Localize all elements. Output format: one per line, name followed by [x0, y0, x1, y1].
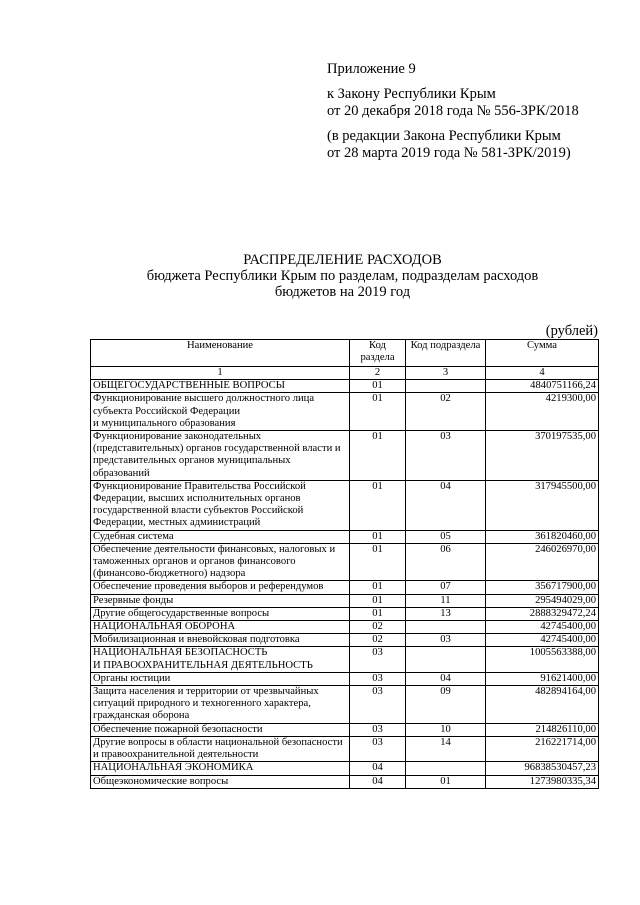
appendix-block	[327, 61, 627, 162]
row-sum: 361820460,00	[486, 530, 599, 543]
row-subsection-code	[406, 621, 486, 634]
appendix-title: Приложение 9	[327, 61, 416, 77]
row-subsection-code	[406, 762, 486, 775]
appendix-law-line-1: к Закону Республики Крым	[327, 86, 496, 102]
row-section-code: 01	[350, 530, 406, 543]
table-row	[91, 686, 599, 724]
row-name: Функционирование высшего должностного лица субъекта Российской Федерации и муниципального образования	[91, 393, 350, 431]
row-section-code: 01	[350, 380, 406, 393]
row-sum: 295494029,00	[486, 594, 599, 607]
table-row	[91, 431, 599, 481]
row-sum: 246026970,00	[486, 543, 599, 581]
table-row	[91, 723, 599, 736]
row-sum: 317945500,00	[486, 480, 599, 530]
appendix-edition-reference	[327, 128, 627, 162]
units-label: (рублей)	[545, 323, 598, 339]
row-name: Резервные фонды	[91, 594, 350, 607]
row-name: Другие общегосударственные вопросы	[91, 607, 350, 620]
table-row	[91, 762, 599, 775]
table-row	[91, 736, 599, 761]
row-subsection-code	[406, 380, 486, 393]
column-number-4: 4	[486, 367, 599, 380]
row-sum: 2888329472,24	[486, 607, 599, 620]
table-row	[91, 621, 599, 634]
row-name: Судебная система	[91, 530, 350, 543]
appendix-law-reference	[327, 86, 627, 120]
row-section-code: 01	[350, 581, 406, 594]
row-subsection-code: 11	[406, 594, 486, 607]
row-sum: 96838530457,23	[486, 762, 599, 775]
row-subsection-code: 01	[406, 775, 486, 788]
table-row	[91, 380, 599, 393]
row-subsection-code: 13	[406, 607, 486, 620]
row-section-code: 02	[350, 634, 406, 647]
row-section-code: 03	[350, 672, 406, 685]
table-column-numbers-row	[91, 367, 599, 380]
row-name: НАЦИОНАЛЬНАЯ БЕЗОПАСНОСТЬ И ПРАВООХРАНИТЕЛЬНАЯ ДЕЯТЕЛЬНОСТЬ	[91, 647, 350, 672]
row-name: Функционирование Правительства Российской Федерации, высших исполнительных органов государственной власти субъектов Российской Федерации, местных администраций	[91, 480, 350, 530]
row-name: НАЦИОНАЛЬНАЯ ОБОРОНА	[91, 621, 350, 634]
row-name: Общеэкономические вопросы	[91, 775, 350, 788]
table-row	[91, 607, 599, 620]
column-number-2: 2	[350, 367, 406, 380]
document-title-line-2: бюджета Республики Крым по разделам, подразделам расходов	[146, 268, 539, 284]
row-subsection-code: 04	[406, 672, 486, 685]
row-section-code: 03	[350, 736, 406, 761]
budget-table	[90, 339, 599, 789]
row-subsection-code: 02	[406, 393, 486, 431]
row-name: Мобилизационная и вневойсковая подготовка	[91, 634, 350, 647]
row-subsection-code: 09	[406, 686, 486, 724]
row-sum: 91621400,00	[486, 672, 599, 685]
table-row	[91, 581, 599, 594]
row-name: ОБЩЕГОСУДАРСТВЕННЫЕ ВОПРОСЫ	[91, 380, 350, 393]
table-row	[91, 543, 599, 581]
header-section-code: Код раздела	[350, 340, 406, 367]
row-subsection-code: 05	[406, 530, 486, 543]
row-sum: 356717900,00	[486, 581, 599, 594]
table-row	[91, 775, 599, 788]
row-subsection-code: 07	[406, 581, 486, 594]
row-sum: 482894164,00	[486, 686, 599, 724]
table-row	[91, 530, 599, 543]
row-section-code: 03	[350, 723, 406, 736]
appendix-law-line-2: от 20 декабря 2018 года № 556-ЗРК/2018	[327, 103, 579, 119]
row-subsection-code: 03	[406, 634, 486, 647]
column-number-3: 3	[406, 367, 486, 380]
document-title-line-3: бюджетов на 2019 год	[274, 284, 411, 300]
row-name: Органы юстиции	[91, 672, 350, 685]
row-subsection-code: 06	[406, 543, 486, 581]
row-section-code: 04	[350, 762, 406, 775]
appendix-edition-line-2: от 28 марта 2019 года № 581-ЗРК/2019)	[327, 145, 571, 161]
column-number-1: 1	[91, 367, 350, 380]
appendix-edition-line-1: (в редакции Закона Республики Крым	[327, 128, 561, 144]
table-row	[91, 672, 599, 685]
row-name: Обеспечение деятельности финансовых, налоговых и таможенных органов и органов финансового (финансово-бюджетного) надзора	[91, 543, 350, 581]
table-row	[91, 634, 599, 647]
row-section-code: 01	[350, 607, 406, 620]
row-name: НАЦИОНАЛЬНАЯ ЭКОНОМИКА	[91, 762, 350, 775]
table-row	[91, 647, 599, 672]
row-sum: 370197535,00	[486, 431, 599, 481]
table-row	[91, 594, 599, 607]
row-section-code: 01	[350, 393, 406, 431]
row-section-code: 03	[350, 647, 406, 672]
table-row	[91, 393, 599, 431]
row-name: Другие вопросы в области национальной безопасности и правоохранительной деятельности	[91, 736, 350, 761]
table-header-row	[91, 340, 599, 367]
header-subsection-code: Код подраздела	[406, 340, 486, 367]
row-sum: 214826110,00	[486, 723, 599, 736]
row-sum: 4840751166,24	[486, 380, 599, 393]
table-row	[91, 480, 599, 530]
row-sum: 42745400,00	[486, 634, 599, 647]
row-section-code: 01	[350, 543, 406, 581]
row-sum: 4219300,00	[486, 393, 599, 431]
row-name: Функционирование законодательных (представительных) органов государственной власти и представительных органов муниципальных образований	[91, 431, 350, 481]
document-title-line-1: РАСПРЕДЕЛЕНИЕ РАСХОДОВ	[243, 252, 442, 268]
row-section-code: 01	[350, 431, 406, 481]
row-section-code: 02	[350, 621, 406, 634]
row-subsection-code: 03	[406, 431, 486, 481]
header-sum: Сумма	[486, 340, 599, 367]
header-name: Наименование	[91, 340, 350, 367]
row-sum: 42745400,00	[486, 621, 599, 634]
row-section-code: 04	[350, 775, 406, 788]
row-name: Защита населения и территории от чрезвычайных ситуаций природного и техногенного характера, гражданская оборона	[91, 686, 350, 724]
row-sum: 1005563388,00	[486, 647, 599, 672]
row-name: Обеспечение пожарной безопасности	[91, 723, 350, 736]
row-subsection-code	[406, 647, 486, 672]
row-subsection-code: 14	[406, 736, 486, 761]
row-subsection-code: 04	[406, 480, 486, 530]
row-section-code: 03	[350, 686, 406, 724]
table-body	[91, 380, 599, 789]
document-title	[90, 252, 595, 300]
row-section-code: 01	[350, 480, 406, 530]
row-sum: 216221714,00	[486, 736, 599, 761]
row-subsection-code: 10	[406, 723, 486, 736]
row-section-code: 01	[350, 594, 406, 607]
row-sum: 1273980335,34	[486, 775, 599, 788]
row-name: Обеспечение проведения выборов и референдумов	[91, 581, 350, 594]
